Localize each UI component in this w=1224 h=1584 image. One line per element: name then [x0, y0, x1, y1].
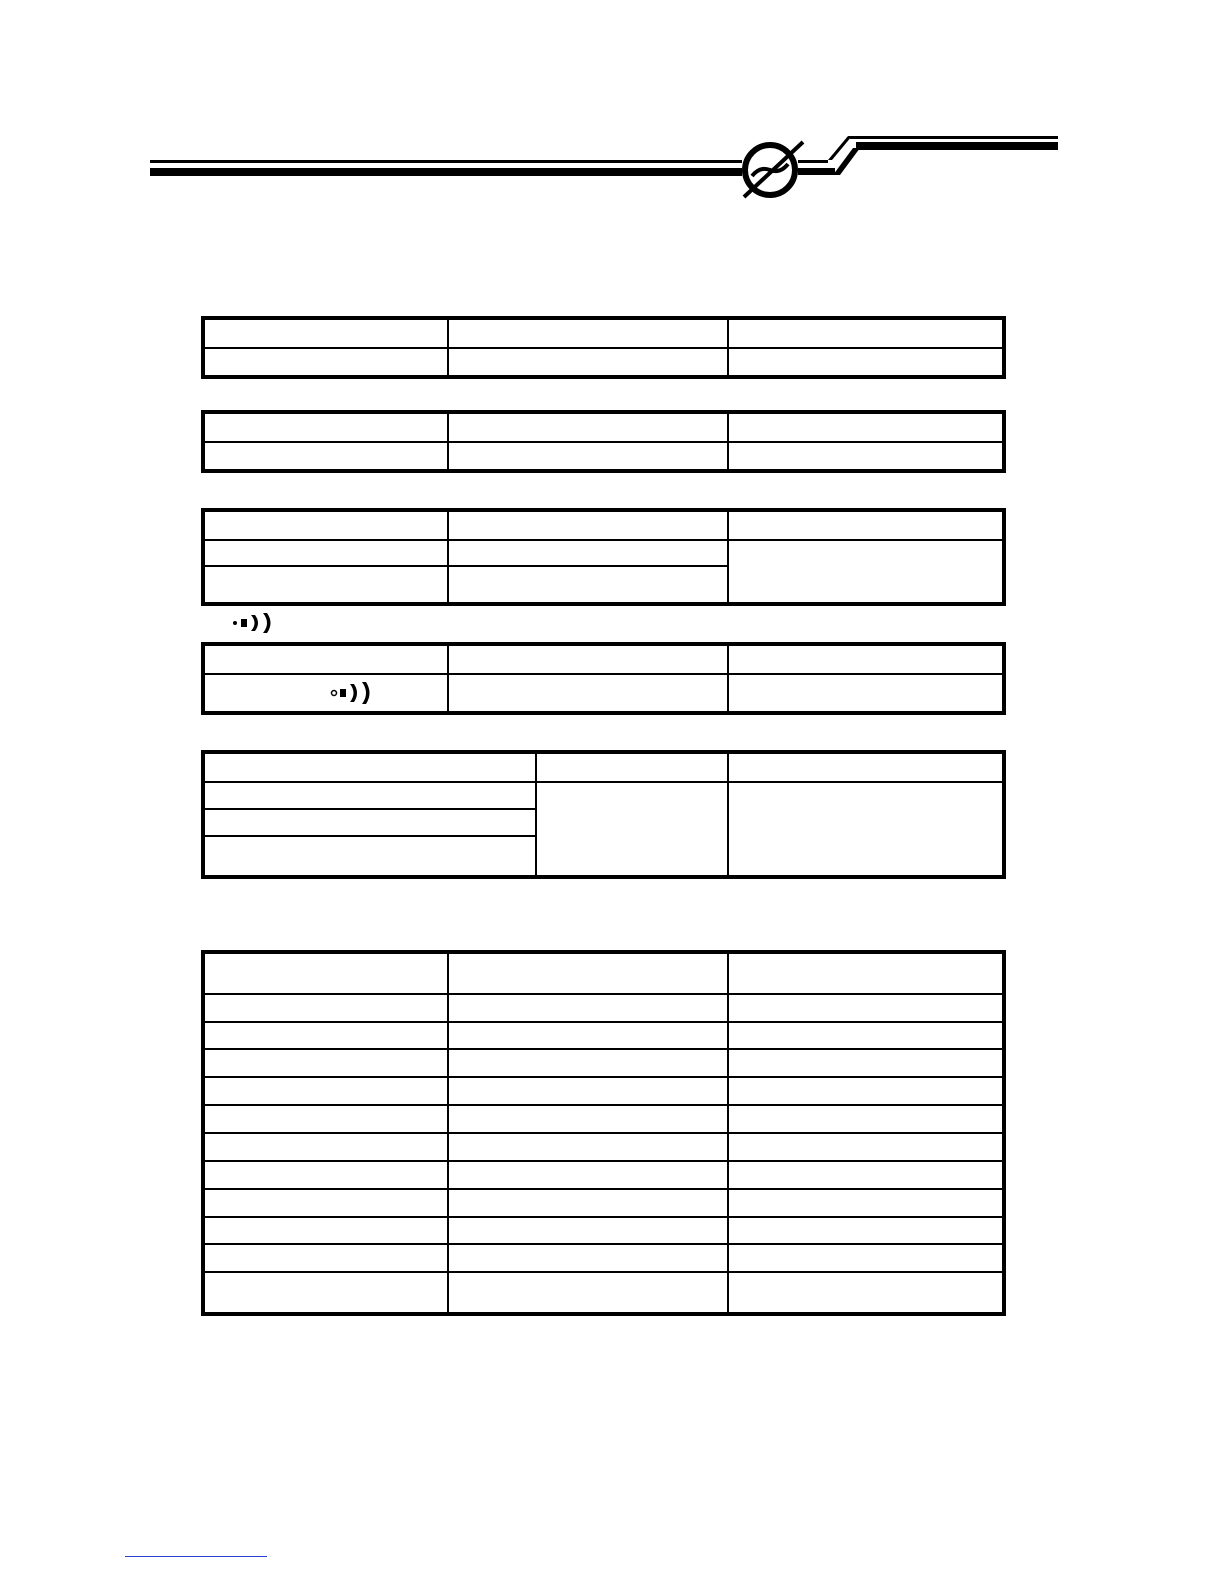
table-cell [203, 442, 448, 472]
table-cell [448, 1133, 728, 1161]
table-2 [201, 410, 1006, 473]
table-row [203, 1105, 1004, 1133]
table-cell [728, 1272, 1004, 1314]
table-cell [203, 1244, 448, 1272]
table-cell [728, 1189, 1004, 1217]
table-cell [203, 1022, 448, 1050]
table-cell [203, 348, 448, 378]
table-cell [203, 510, 448, 540]
table-row [203, 348, 1004, 378]
table-row [203, 644, 1004, 674]
table-cell [728, 1049, 1004, 1077]
table-cell [536, 782, 728, 877]
table-cell [728, 412, 1004, 442]
table-cell [203, 1272, 448, 1314]
table-cell [728, 1077, 1004, 1105]
table-row [203, 1189, 1004, 1217]
table-1 [201, 316, 1006, 379]
table-cell [728, 782, 1004, 877]
table-cell [203, 994, 448, 1022]
table-cell [203, 318, 448, 348]
table-cell [728, 752, 1004, 782]
table-cell [448, 674, 728, 713]
table-row [203, 1077, 1004, 1105]
table-cell [728, 442, 1004, 472]
table-cell [448, 1244, 728, 1272]
table-cell [448, 540, 728, 566]
table-cell [728, 1217, 1004, 1245]
table-cell [448, 1217, 728, 1245]
table-row [203, 1244, 1004, 1272]
table-cell [203, 644, 448, 674]
header-rule [0, 0, 1224, 210]
table-cell [448, 644, 728, 674]
table-row [203, 1272, 1004, 1314]
signal-strength-icon [231, 612, 273, 634]
table-cell [448, 952, 728, 994]
footer-link-underline[interactable] [125, 1556, 267, 1557]
table-cell [448, 994, 728, 1022]
table-cell [536, 752, 728, 782]
table-cell [203, 752, 536, 782]
table-cell [448, 1049, 728, 1077]
table-row [203, 412, 1004, 442]
table-row [203, 510, 1004, 540]
table-cell [448, 1022, 728, 1050]
table-row [203, 1161, 1004, 1189]
table-cell [448, 510, 728, 540]
table-cell [728, 994, 1004, 1022]
table-cell [203, 674, 448, 713]
table-cell [203, 952, 448, 994]
table-cell [448, 1272, 728, 1314]
table-row [203, 1022, 1004, 1050]
table-row [203, 318, 1004, 348]
table-cell [448, 1161, 728, 1189]
table-cell [728, 540, 1004, 604]
table-cell [448, 1077, 728, 1105]
table-row [203, 994, 1004, 1022]
table-cell [728, 1133, 1004, 1161]
table-cell [203, 1077, 448, 1105]
table-cell [728, 1105, 1004, 1133]
table-cell [448, 566, 728, 604]
table-cell [728, 510, 1004, 540]
table-5 [201, 750, 1006, 879]
table-cell [728, 348, 1004, 378]
table-cell [203, 1133, 448, 1161]
table-cell [203, 1161, 448, 1189]
table-cell [203, 1217, 448, 1245]
table-cell [448, 412, 728, 442]
table-cell [728, 318, 1004, 348]
table-6 [201, 950, 1006, 1316]
table-cell [448, 318, 728, 348]
table-cell [203, 836, 536, 877]
table-row [203, 540, 1004, 566]
table-row [203, 1217, 1004, 1245]
table-cell [728, 1022, 1004, 1050]
table-row [203, 952, 1004, 994]
table-row [203, 1133, 1004, 1161]
table-cell [448, 348, 728, 378]
table-cell [728, 952, 1004, 994]
table-3 [201, 508, 1006, 606]
table-4 [201, 642, 1006, 715]
table-cell [728, 1244, 1004, 1272]
table-row [203, 782, 1004, 809]
table-cell [448, 442, 728, 472]
table-cell [448, 1105, 728, 1133]
table-cell [203, 540, 448, 566]
table-cell [203, 1105, 448, 1133]
table-cell [203, 1189, 448, 1217]
table-row [203, 1049, 1004, 1077]
table-row [203, 442, 1004, 472]
signal-strength-icon [330, 681, 374, 705]
table-cell [203, 566, 448, 604]
table-cell [203, 782, 536, 809]
table-row [203, 752, 1004, 782]
table-row [203, 674, 1004, 713]
table-cell [728, 644, 1004, 674]
table-cell [203, 412, 448, 442]
table-cell [448, 1189, 728, 1217]
circle-slash-emblem-icon [744, 142, 803, 197]
table-cell [203, 1049, 448, 1077]
table-cell [728, 674, 1004, 713]
table-cell [728, 1161, 1004, 1189]
table-cell [203, 809, 536, 836]
